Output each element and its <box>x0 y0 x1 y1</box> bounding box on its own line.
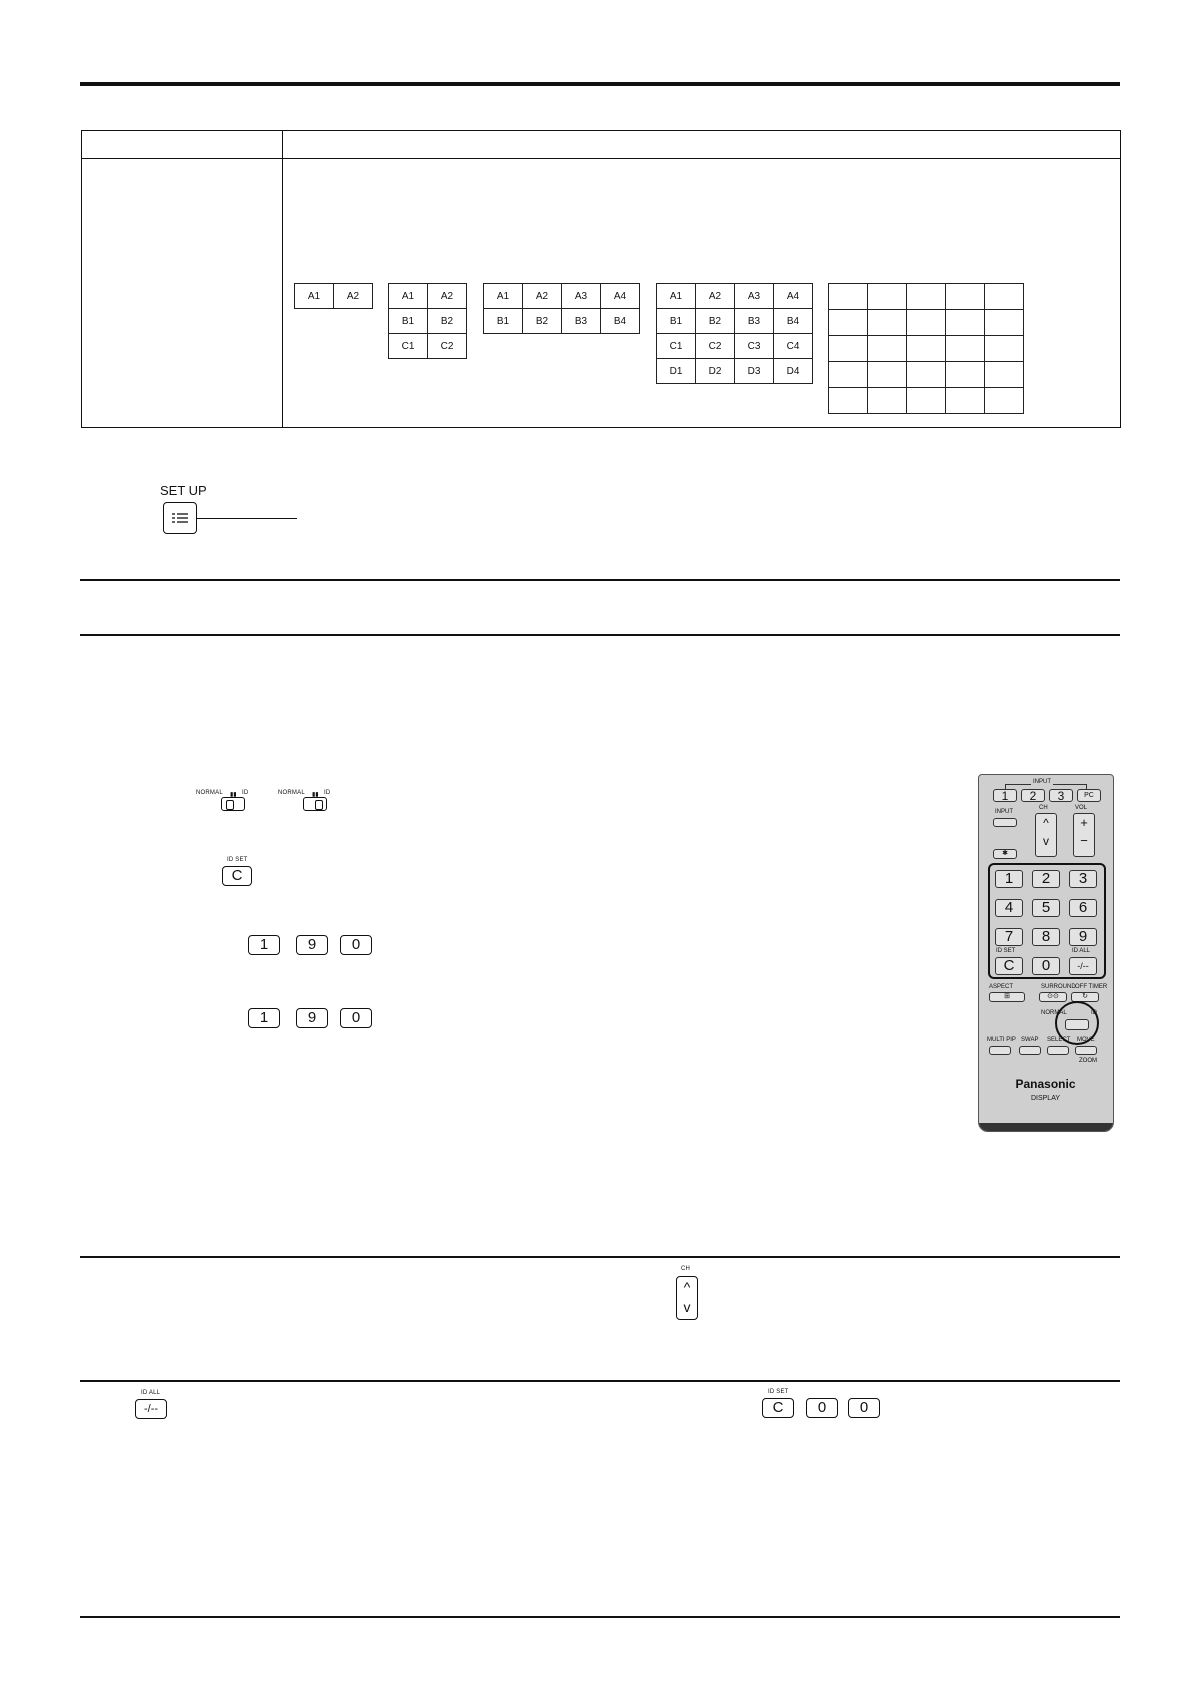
grid-cell: C2 <box>696 334 735 359</box>
ch-caption: CH <box>681 1266 691 1272</box>
id-all-key[interactable]: -/-- <box>135 1399 167 1419</box>
ch-down-icon: v <box>683 1299 691 1315</box>
key-0-second[interactable]: 0 <box>848 1398 880 1418</box>
section-rule-3 <box>80 1256 1120 1258</box>
table-header-divider <box>82 158 1120 159</box>
remote-control <box>978 774 1114 1132</box>
remote-input-1[interactable]: 1 <box>993 789 1017 802</box>
grid-cell: B1 <box>389 309 428 334</box>
grid-cell: C1 <box>657 334 696 359</box>
grid-cell: B2 <box>428 309 467 334</box>
remote-input-3[interactable]: 3 <box>1049 789 1073 802</box>
remote-key-c[interactable]: C <box>995 957 1023 975</box>
grid-cell: D3 <box>735 359 774 384</box>
remote-select-button[interactable] <box>1047 1046 1069 1055</box>
grid-cell <box>829 362 868 388</box>
grid-cell: B3 <box>562 309 601 334</box>
remote-off-timer-button[interactable]: ↻ <box>1071 992 1099 1002</box>
grid-cell: A2 <box>523 284 562 309</box>
remote-id-all-label: ID ALL <box>1072 948 1091 954</box>
grid-2x4 <box>483 283 640 334</box>
grid-1x2 <box>294 283 373 309</box>
input-group-label: INPUT <box>1033 779 1051 785</box>
grid-cell <box>868 310 907 336</box>
menu-list-icon <box>170 511 190 525</box>
grid-cell <box>985 388 1024 414</box>
grid-row <box>829 284 1024 310</box>
section-rule-2 <box>80 634 1120 636</box>
remote-key-5[interactable]: 5 <box>1032 899 1060 917</box>
grid-cell: B3 <box>735 309 774 334</box>
key-0-first[interactable]: 0 <box>806 1398 838 1418</box>
remote-zoom-label: ZOOM <box>1079 1058 1097 1064</box>
grid-cell <box>907 388 946 414</box>
grid-cell: B4 <box>601 309 640 334</box>
grid-cell <box>868 362 907 388</box>
remote-select-label: SELECT <box>1047 1037 1071 1043</box>
remote-ch-rocker[interactable]: ^ v <box>1035 813 1057 857</box>
grid-cell <box>907 310 946 336</box>
remote-multi-pip-button[interactable] <box>989 1046 1011 1055</box>
grid-cell: D1 <box>657 359 696 384</box>
id-set-c-key[interactable]: C <box>222 866 252 886</box>
remote-key-6[interactable]: 6 <box>1069 899 1097 917</box>
grid-cell: A2 <box>334 284 373 309</box>
grid-cell <box>829 310 868 336</box>
switch-id-label-1: ID <box>242 790 249 796</box>
remote-key-3[interactable]: 3 <box>1069 870 1097 888</box>
section-rule-4 <box>80 1380 1120 1382</box>
key-1[interactable]: 1 <box>248 935 280 955</box>
grid-cell: B1 <box>484 309 523 334</box>
grid-cell: B2 <box>696 309 735 334</box>
grid-cell <box>829 388 868 414</box>
grid-cell: A4 <box>774 284 813 309</box>
remote-off-timer-label: OFF TIMER <box>1075 984 1108 990</box>
id-set-c-key-2[interactable]: C <box>762 1398 794 1418</box>
remote-input-label: INPUT <box>995 809 1013 815</box>
grid-cell <box>946 362 985 388</box>
remote-normal-label: NORMAL <box>1041 1010 1067 1016</box>
grid-cell <box>907 362 946 388</box>
id-all-caption: ID ALL <box>141 1390 161 1396</box>
remote-key-id-all[interactable]: -/-- <box>1069 957 1097 975</box>
grid-cell <box>946 310 985 336</box>
grid-cell: B2 <box>523 309 562 334</box>
remote-move-label: MOVE <box>1077 1037 1095 1043</box>
grid-row <box>484 309 640 334</box>
key-0[interactable]: 0 <box>340 1008 372 1028</box>
key-1[interactable]: 1 <box>248 1008 280 1028</box>
grid-cell: C3 <box>735 334 774 359</box>
switch-arrow-icon: ▮▮ <box>312 792 319 798</box>
grid-cell <box>946 336 985 362</box>
grid-cell <box>946 388 985 414</box>
grid-row <box>657 359 813 384</box>
remote-input-button[interactable] <box>993 818 1017 827</box>
remote-input-2[interactable]: 2 <box>1021 789 1045 802</box>
remote-key-1[interactable]: 1 <box>995 870 1023 888</box>
grid-row <box>829 310 1024 336</box>
remote-key-9[interactable]: 9 <box>1069 928 1097 946</box>
grid-row <box>657 334 813 359</box>
grid-cell: A1 <box>484 284 523 309</box>
grid-cell: A3 <box>562 284 601 309</box>
grid-row <box>829 336 1024 362</box>
key-9[interactable]: 9 <box>296 1008 328 1028</box>
remote-key-4[interactable]: 4 <box>995 899 1023 917</box>
remote-id-set-label: ID SET <box>996 948 1016 954</box>
grid-cell <box>907 336 946 362</box>
grid-cell <box>946 284 985 310</box>
grid-row <box>295 284 373 309</box>
grid-cell: A1 <box>657 284 696 309</box>
grid-cell: A2 <box>696 284 735 309</box>
grid-row <box>389 334 467 359</box>
grid-cell: A1 <box>295 284 334 309</box>
remote-vol-label: VOL <box>1075 805 1088 811</box>
remote-move-button[interactable] <box>1075 1046 1097 1055</box>
grid-cell <box>985 362 1024 388</box>
remote-surround-label: SURROUND <box>1041 984 1076 990</box>
grid-5x5 <box>828 283 1024 414</box>
grid-4x4 <box>656 283 813 384</box>
remote-key-7[interactable]: 7 <box>995 928 1023 946</box>
switch-arrow-icon: ▮▮ <box>230 792 237 798</box>
grid-cell <box>868 388 907 414</box>
remote-aspect-button[interactable]: ⊞ <box>989 992 1025 1002</box>
grid-cell: A1 <box>389 284 428 309</box>
grid-row <box>829 388 1024 414</box>
setup-button[interactable] <box>163 502 197 534</box>
ch-rocker-key[interactable] <box>676 1276 698 1320</box>
id-mode-switch-normal[interactable] <box>221 797 245 811</box>
remote-key-2[interactable]: 2 <box>1032 870 1060 888</box>
remote-surround-button[interactable]: ⊙⊙ <box>1039 992 1067 1002</box>
grid-cell: C4 <box>774 334 813 359</box>
remote-key-8[interactable]: 8 <box>1032 928 1060 946</box>
remote-swap-button[interactable] <box>1019 1046 1041 1055</box>
grid-row <box>657 284 813 309</box>
remote-aspect-label: ASPECT <box>989 984 1014 990</box>
remote-model-label: DISPLAY <box>1030 1095 1061 1102</box>
remote-brand-logo: Panasonic <box>1015 1077 1076 1091</box>
remote-vol-rocker[interactable]: + − <box>1073 813 1095 857</box>
key-0[interactable]: 0 <box>340 935 372 955</box>
grid-row <box>389 284 467 309</box>
grid-row <box>829 362 1024 388</box>
grid-row <box>389 309 467 334</box>
switch-id-label-2: ID <box>324 790 331 796</box>
grid-cell: C2 <box>428 334 467 359</box>
setup-leader-line <box>197 518 297 519</box>
header-rule <box>80 82 1120 86</box>
remote-swap-label: SWAP <box>1021 1037 1039 1043</box>
grid-cell <box>985 310 1024 336</box>
ch-up-icon: ^ <box>683 1279 691 1295</box>
remote-id-label: ID <box>1091 1010 1097 1016</box>
grid-cell: A4 <box>601 284 640 309</box>
grid-cell <box>907 284 946 310</box>
grid-cell <box>829 336 868 362</box>
id-set-caption: ID SET <box>227 857 248 863</box>
grid-cell: C1 <box>389 334 428 359</box>
grid-cell: B1 <box>657 309 696 334</box>
grid-row <box>657 309 813 334</box>
grid-row <box>484 284 640 309</box>
grid-3x2 <box>388 283 467 359</box>
remote-multi-pip-label: MULTI PIP <box>987 1037 1016 1043</box>
grid-cell <box>985 284 1024 310</box>
section-rule-1 <box>80 579 1120 581</box>
grid-cell: B4 <box>774 309 813 334</box>
grid-cell: D2 <box>696 359 735 384</box>
remote-ch-label: CH <box>1039 805 1048 811</box>
grid-cell <box>868 284 907 310</box>
switch-normal-label-1: NORMAL <box>196 790 223 796</box>
footer-rule <box>80 1616 1120 1618</box>
grid-cell <box>829 284 868 310</box>
id-mode-switch-id[interactable] <box>303 797 327 811</box>
setup-label: SET UP <box>160 483 207 498</box>
remote-input-pc[interactable]: PC <box>1077 789 1101 802</box>
table-column-divider <box>282 131 283 427</box>
remote-bottom-edge <box>979 1123 1113 1131</box>
remote-key-0[interactable]: 0 <box>1032 957 1060 975</box>
grid-cell: A3 <box>735 284 774 309</box>
remote-mute-button[interactable]: ✱ <box>993 849 1017 859</box>
grid-cell <box>868 336 907 362</box>
key-9[interactable]: 9 <box>296 935 328 955</box>
switch-normal-label-2: NORMAL <box>278 790 305 796</box>
grid-cell: D4 <box>774 359 813 384</box>
grid-cell: A2 <box>428 284 467 309</box>
grid-cell <box>985 336 1024 362</box>
id-set-caption-2: ID SET <box>768 1389 789 1395</box>
